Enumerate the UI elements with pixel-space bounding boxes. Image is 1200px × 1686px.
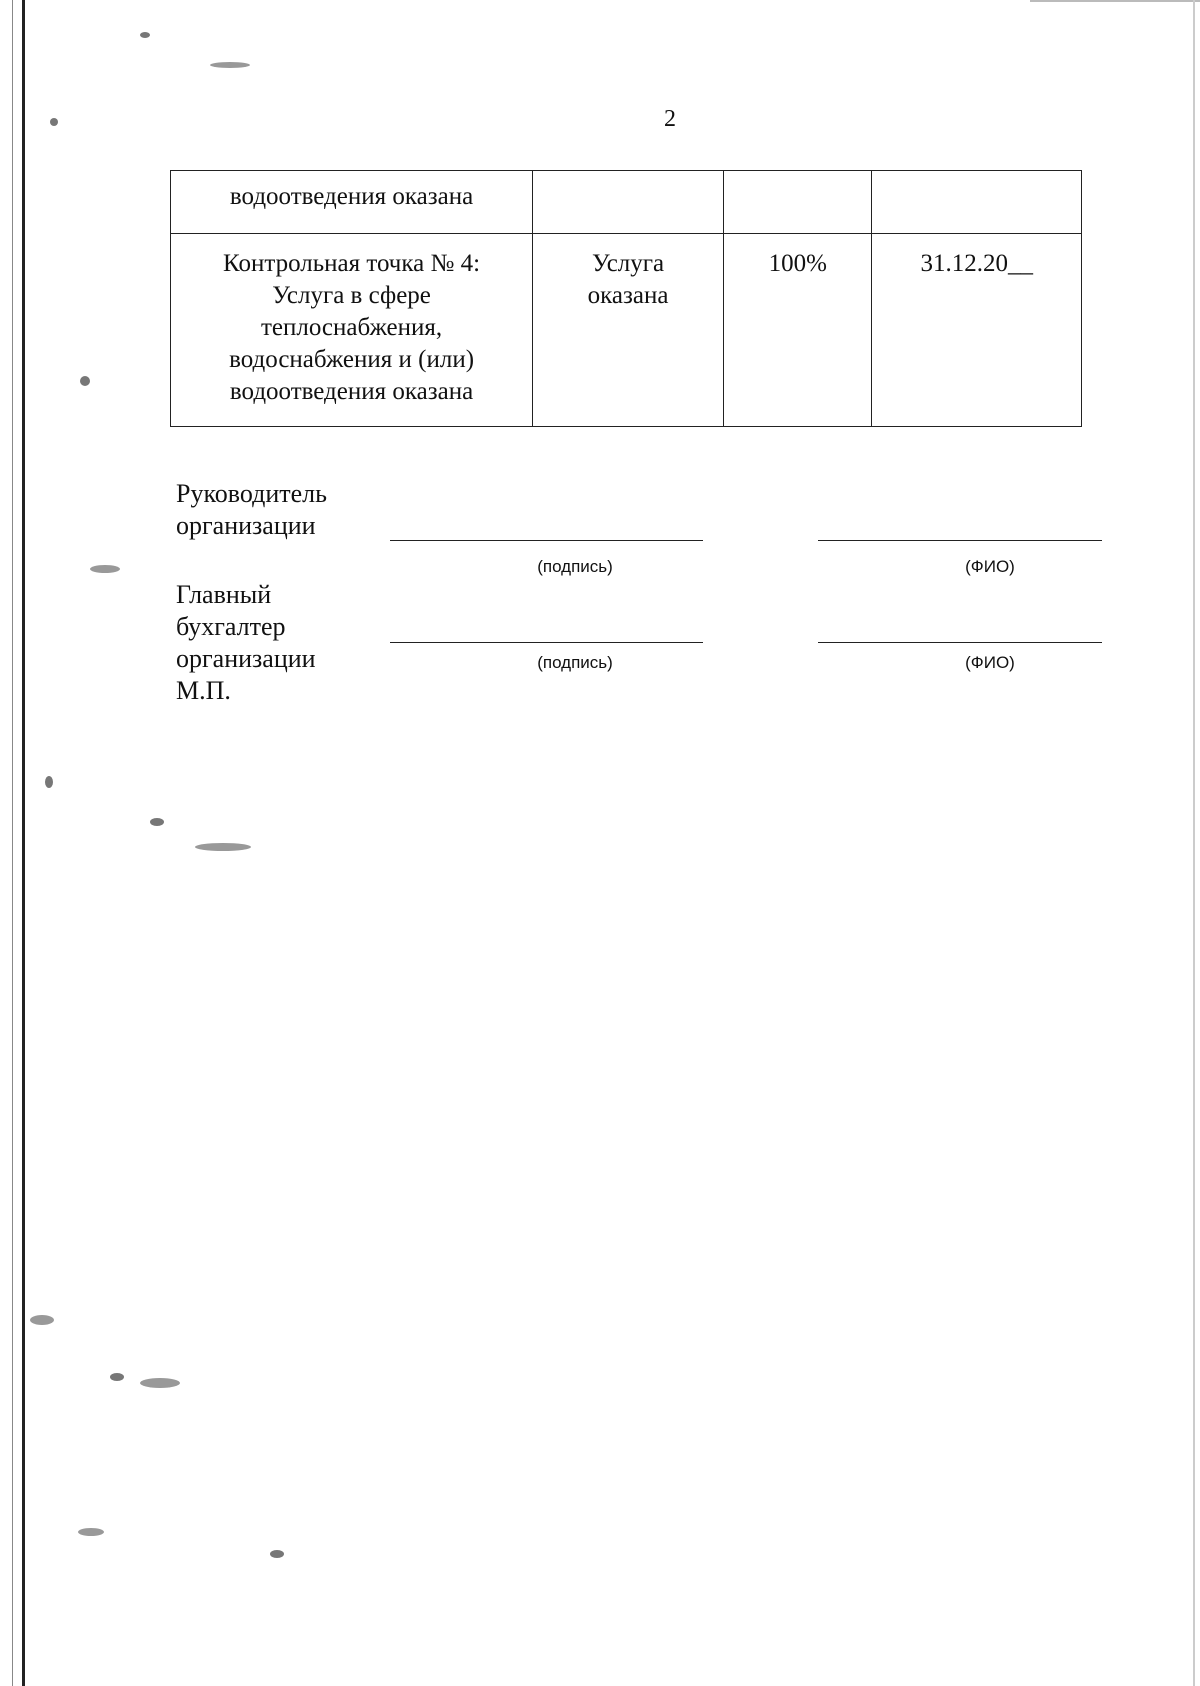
scan-speck bbox=[140, 1378, 180, 1388]
result-cell bbox=[533, 171, 724, 234]
description-cell bbox=[171, 234, 533, 427]
description-line: Контрольная точка № 4: bbox=[223, 250, 481, 277]
head-name-caption: (ФИО) bbox=[965, 557, 1015, 576]
result-cell bbox=[533, 234, 724, 427]
scan-speck bbox=[150, 818, 164, 826]
scan-speck bbox=[110, 1373, 124, 1381]
scan-speck bbox=[140, 32, 150, 38]
head-label bbox=[176, 478, 327, 542]
head-label-line: Руководитель bbox=[176, 479, 327, 508]
chief-accountant-label bbox=[176, 579, 316, 707]
chief-accountant-label-line: бухгалтер bbox=[176, 612, 286, 641]
head-label-line: организации bbox=[176, 511, 316, 540]
table-row-continued bbox=[171, 171, 1082, 234]
scan-speck bbox=[50, 118, 58, 126]
table-row-control-point-4 bbox=[171, 234, 1082, 427]
page-number: 2 bbox=[664, 106, 676, 132]
control-points-table bbox=[170, 170, 1082, 427]
head-signature-caption: (подпись) bbox=[537, 557, 613, 576]
chief-accountant-name-line bbox=[818, 642, 1102, 643]
result-line: оказана bbox=[587, 282, 669, 309]
chief-accountant-name-caption: (ФИО) bbox=[965, 653, 1015, 672]
chief-accountant-label-line: Главный bbox=[176, 580, 272, 609]
page-edge-right bbox=[1193, 0, 1195, 1686]
date-cell: 31.12.20__ bbox=[872, 234, 1082, 427]
scan-speck bbox=[90, 565, 120, 573]
percent-cell bbox=[724, 171, 872, 234]
description-cell: водоотведения оказана bbox=[171, 171, 533, 234]
page-edge-top bbox=[1030, 0, 1200, 2]
scan-speck bbox=[80, 376, 90, 386]
head-name-line bbox=[818, 540, 1102, 541]
head-signature-line bbox=[390, 540, 703, 541]
chief-accountant-signature-caption: (подпись) bbox=[537, 653, 613, 672]
description-line: водоснабжения и (или) bbox=[229, 346, 475, 373]
scan-speck bbox=[270, 1550, 284, 1558]
date-cell bbox=[872, 171, 1082, 234]
scan-speck bbox=[45, 776, 53, 788]
chief-accountant-signature-line bbox=[390, 642, 703, 643]
scan-speck bbox=[195, 843, 251, 851]
scan-speck bbox=[78, 1528, 104, 1536]
page-edge-left bbox=[22, 0, 25, 1686]
result-line: Услуга bbox=[592, 250, 665, 277]
description-line: Услуга в сфере bbox=[272, 282, 431, 309]
percent-cell: 100% bbox=[724, 234, 872, 427]
stamp-place: М.П. bbox=[176, 676, 231, 705]
chief-accountant-label-line: организации bbox=[176, 644, 316, 673]
scan-speck bbox=[30, 1315, 54, 1325]
description-line: водоотведения оказана bbox=[229, 378, 474, 405]
scan-speck bbox=[210, 62, 250, 68]
description-line: теплоснабжения, bbox=[260, 314, 443, 341]
page-edge-thin bbox=[12, 0, 13, 1686]
